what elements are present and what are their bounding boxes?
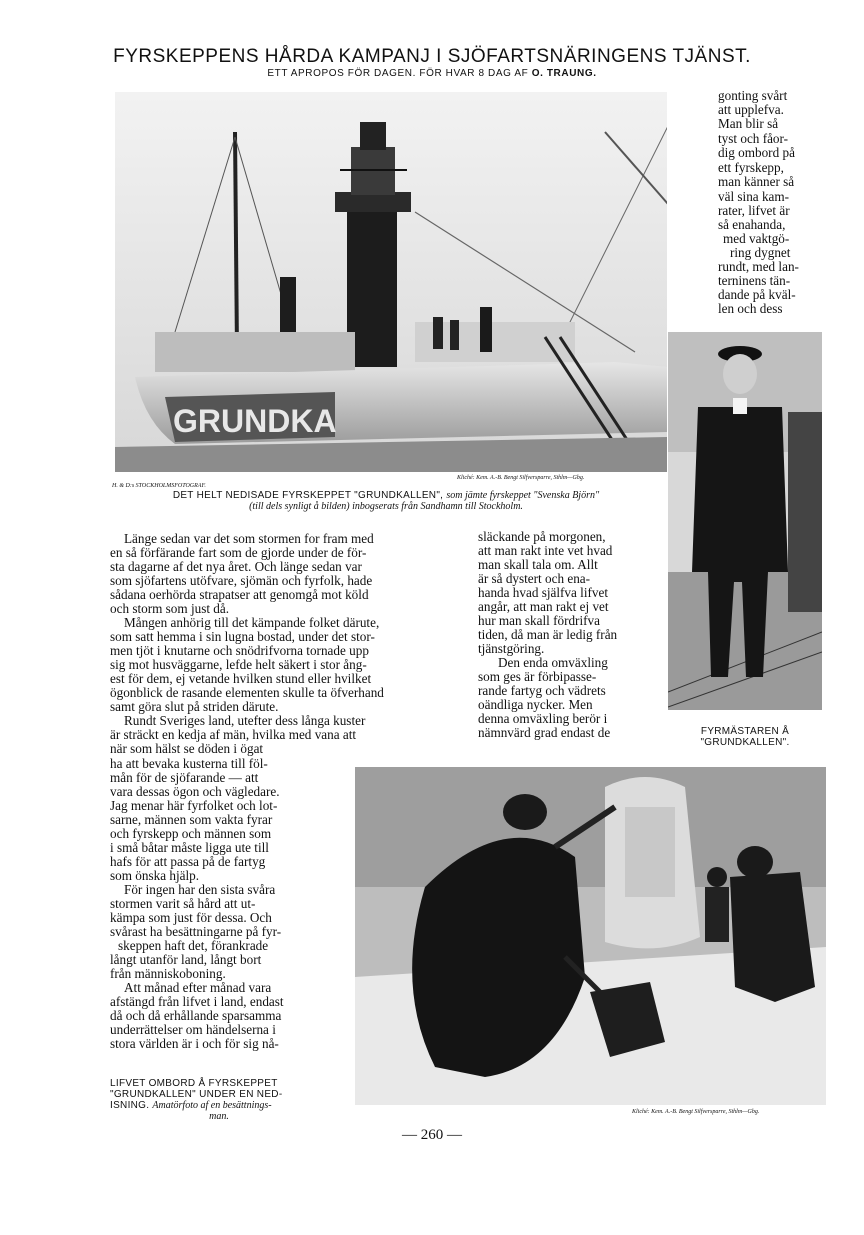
text-line: stora världen är i och för sig nå- [110, 1036, 279, 1051]
text-line: man känner så [718, 174, 795, 189]
text-line: rande fartyg och vädrets [478, 683, 606, 698]
text-line: svårast ha besättningarne på fyr- [110, 924, 282, 939]
text-line: Länge sedan var det som stormen for fram med [124, 531, 374, 546]
keeper-caption-line-2: "GRUNDKALLEN". [700, 737, 790, 748]
text-line: när som hälst se döden i ögat [110, 741, 264, 756]
text-line: Mången anhörig till det kämpande folket därute, [124, 615, 380, 630]
deicing-caption-line-3-italic: Amatörfoto af en besättnings- [152, 1100, 272, 1111]
text-line: len och dess [718, 301, 783, 316]
text-line: och fyrskepp och männen som [110, 826, 272, 841]
text-line: att man rakt inte vet hvad [478, 543, 613, 558]
ship-caption [106, 490, 666, 512]
keeper-caption [680, 726, 810, 748]
text-line: För ingen har den sista svåra [124, 882, 276, 897]
text-line: underrättelser om händelserna i [110, 1022, 276, 1037]
text-line: angår, att man rakt ej vet [478, 599, 609, 614]
text-line: som ges är förbipasse- [478, 669, 597, 684]
text-line: mån för de sjöfarande — att [110, 770, 259, 785]
ship-caption-italic-2: (till dels synligt å bilden) inbogserats från Sandhamn till Stockholm. [249, 501, 523, 512]
text-line: så enahanda, [718, 217, 786, 232]
deicing-caption-line-3 [110, 1100, 328, 1111]
deicing-photo-credit: Kliché: Kem. A.-B. Bengt Silfversparre, Sthlm—Gbg. [632, 1109, 760, 1115]
text-line: väl sina kam- [718, 189, 790, 204]
deicing-caption-line-4 [110, 1111, 328, 1122]
text-line: afstängd från lifvet i land, endast [110, 994, 284, 1009]
lightship-photo [115, 92, 667, 472]
text-line: Den enda omväxling [498, 655, 608, 670]
text-line: man skall tala om. Allt [478, 557, 598, 572]
text-line: dande på kväl- [718, 287, 796, 302]
text-line: tyst och fåor- [718, 131, 789, 146]
keeper-illustration [668, 332, 822, 710]
text-line: Jag menar här fyrfolket och lot- [110, 798, 278, 813]
page-number: — 260 — [402, 1127, 462, 1143]
text-line: tjänstgöring. [478, 641, 545, 656]
deicing-caption-line-2: "GRUNDKALLEN" UNDER EN NED- [110, 1089, 283, 1100]
text-line: släckande på morgonen, [478, 529, 606, 544]
text-line: ett fyrskepp, [718, 160, 784, 175]
text-line: skeppen haft det, förankrade [118, 938, 269, 953]
text-line: att upplefva. [718, 102, 784, 117]
text-line: från människoboning. [110, 966, 226, 981]
lighthouse-keeper-photo [668, 332, 822, 710]
text-line: dig ombord på [718, 145, 795, 160]
text-line: handa hvad själfva lifvet [478, 585, 608, 600]
ship-photo-credit-left: H. & D:s STOCKHOLMSFOTOGRAF. [112, 483, 206, 489]
text-line: men tjöt i knutarne och snödrifvorna tornade upp [110, 643, 369, 658]
text-line: terninens tän- [718, 273, 791, 288]
keeper-caption-line-1: FYRMÄSTAREN Å [700, 726, 790, 737]
text-line: stormen varit så hård att ut- [110, 896, 256, 911]
subtitle-prefix: ETT APROPOS FÖR DAGEN. FÖR HVAR 8 DAG AF [267, 68, 529, 79]
deicing-caption-line-4-text: man. [209, 1111, 229, 1122]
article-title: FYRSKEPPENS HÅRDA KAMPANJ I SJÖFARTSNÄRINGENS TJÄNST. [113, 46, 751, 67]
text-line: hafs för att passa på de fartyg [110, 854, 266, 869]
deicing-caption-line-1: LIFVET OMBORD Å FYRSKEPPET [110, 1078, 278, 1089]
text-line: tiden, då man är ledig från [478, 627, 618, 642]
text-line: ögonblick de rasande elementen skulle ta öfverhand [110, 685, 384, 700]
text-line: sådana oerhörda strapatser att genomgå mot köld [110, 587, 369, 602]
text-line: som satt hemma i sin lugna bostad, under det stor- [110, 629, 375, 644]
text-line: en så förfärande fart som de gjorde under de för- [110, 545, 367, 560]
deicing-caption-line-3-main: ISNING. [110, 1100, 150, 1111]
ship-caption-italic-1: som jämte fyrskeppet "Svenska Björn" [446, 490, 600, 501]
text-line: med vaktgö- [723, 231, 790, 246]
ship-photo-credit-right: Kliché: Kem. A.-B. Bengt Silfversparre, Sthlm—Gbg. [457, 475, 585, 481]
text-line: sta dagarne af det nya året. Och länge sedan var [110, 559, 362, 574]
deicing-illustration [355, 767, 826, 1105]
text-line: sig mot husväggarne, lefde helt säkert i stor ång- [110, 657, 367, 672]
deicing-photo [355, 767, 826, 1105]
text-line: som sjöfartens utöfvare, sjömän och fyrfolk, hade [110, 573, 373, 588]
deicing-caption [110, 1078, 328, 1122]
text-line: Rundt Sveriges land, utefter dess långa kuster [124, 713, 366, 728]
text-line: är sträckt en kedja af män, hvilka med vana att [110, 727, 357, 742]
text-line: i små båtar måste ligga ute till [110, 840, 269, 855]
hull-lettering: GRUNDKA [173, 403, 337, 439]
text-line: och storm som just då. [110, 601, 230, 616]
text-line: Att månad efter månad vara [124, 980, 272, 995]
text-line: som önska hjälp. [110, 868, 200, 883]
text-line: nämnvärd grad endast de [478, 725, 611, 740]
article-subtitle [0, 68, 864, 79]
text-line: kämpa som just för dessa. Och [110, 910, 272, 925]
text-line: sarne, männen som vakta fyrar [110, 812, 273, 827]
lightship-illustration [115, 92, 667, 472]
text-line: samt göra slut på striden därute. [110, 699, 279, 714]
text-line: rundt, med lan- [718, 259, 799, 274]
text-line: rater, lifvet är [718, 203, 790, 218]
ship-caption-main: DET HELT NEDISADE FYRSKEPPET "GRUNDKALLEN", [172, 490, 444, 501]
text-line: Man blir så [718, 116, 779, 131]
text-line: ha att bevaka kusterna till föl- [110, 756, 268, 771]
text-line: är så dystert och ena- [478, 571, 591, 586]
text-line: gonting svårt [718, 88, 788, 103]
text-line: då och då erhållande sparsamma [110, 1008, 282, 1023]
text-line: est för dem, ej vetande hvilken stund eller hvilket [110, 671, 372, 686]
text-line: långt utanför land, långt bort [110, 952, 262, 967]
author-name: O. TRAUNG. [531, 68, 597, 79]
text-line: ring dygnet [730, 245, 791, 260]
text-line: denna omväxling berör i [478, 711, 608, 726]
text-line: oändliga nycker. Men [478, 697, 593, 712]
text-line: hur man skall fördrifva [478, 613, 600, 628]
text-line: vara dessas ögon och vägledare. [110, 784, 280, 799]
